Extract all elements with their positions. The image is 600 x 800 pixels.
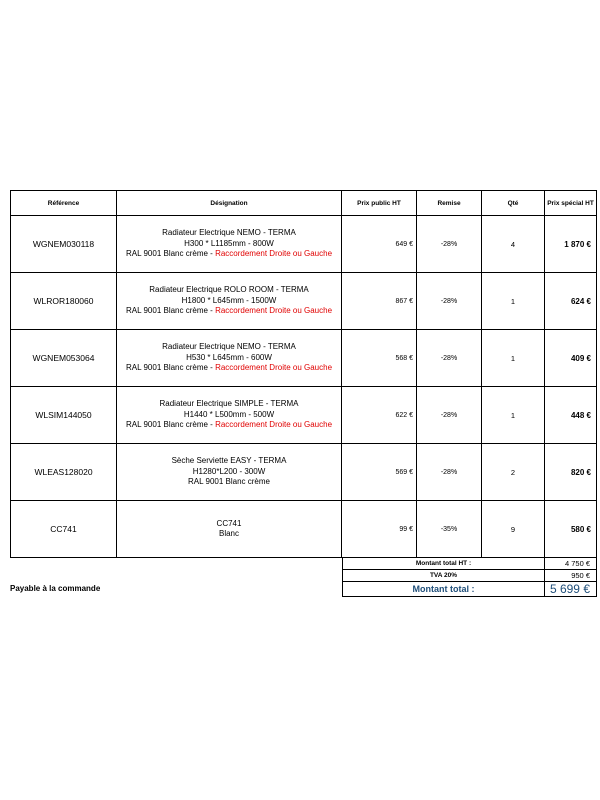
cell-qte: 1 <box>482 387 545 444</box>
designation-line: RAL 9001 Blanc crème - <box>125 420 216 430</box>
table-row <box>11 387 597 444</box>
designation-line: Sèche Serviette EASY - TERMA <box>171 456 287 466</box>
designation-line: RAL 9001 Blanc crème <box>188 477 270 487</box>
designation-line: RAL 9001 Blanc crème - <box>125 363 216 373</box>
cell-designation <box>117 216 342 273</box>
totals-table <box>342 557 597 597</box>
cell-designation <box>117 444 342 501</box>
cell-prix-public: 568 € <box>342 330 417 387</box>
designation-note: Raccordement Droite ou Gauche <box>215 420 333 430</box>
quote-table <box>10 190 597 558</box>
cell-reference: WLROR180060 <box>11 273 117 330</box>
cell-designation <box>117 273 342 330</box>
montant-ht-value: 4 750 € <box>545 558 597 570</box>
table-row <box>11 330 597 387</box>
cell-designation <box>117 501 342 558</box>
cell-prix-special: 820 € <box>545 444 597 501</box>
cell-reference: CC741 <box>11 501 117 558</box>
cell-remise: -28% <box>417 444 482 501</box>
designation-line: H530 * L645mm - 600W <box>186 352 272 362</box>
designation-line: CC741 <box>216 518 242 528</box>
montant-total-label: Montant total : <box>343 582 545 597</box>
designation-line: H300 * L1185mm - 800W <box>184 238 274 248</box>
designation-line: Radiateur Electrique ROLO ROOM - TERMA <box>149 285 309 295</box>
tva-label: TVA 20% <box>343 570 545 582</box>
totals-row-ht <box>343 558 597 570</box>
cell-remise: -28% <box>417 387 482 444</box>
cell-qte: 1 <box>482 273 545 330</box>
cell-reference: WGNEM053064 <box>11 330 117 387</box>
montant-total-value: 5 699 € <box>545 582 597 597</box>
table-row <box>11 216 597 273</box>
designation-line: Radiateur Electrique NEMO - TERMA <box>162 228 296 238</box>
cell-qte: 2 <box>482 444 545 501</box>
header-qte: Qté <box>482 191 545 216</box>
cell-designation <box>117 387 342 444</box>
cell-remise: -35% <box>417 501 482 558</box>
designation-note: Raccordement Droite ou Gauche <box>215 306 333 316</box>
designation-line: Blanc <box>218 529 239 538</box>
designation-line: RAL 9001 Blanc crème - <box>125 249 216 259</box>
cell-prix-public: 99 € <box>342 501 417 558</box>
tva-value: 950 € <box>545 570 597 582</box>
header-remise: Remise <box>417 191 482 216</box>
cell-prix-special: 1 870 € <box>545 216 597 273</box>
cell-reference: WGNEM030118 <box>11 216 117 273</box>
cell-reference: WLSIM144050 <box>11 387 117 444</box>
designation-line: H1440 * L500mm - 500W <box>183 409 275 419</box>
cell-prix-public: 622 € <box>342 387 417 444</box>
cell-prix-special: 580 € <box>545 501 597 558</box>
totals-row-tva <box>343 570 597 582</box>
designation-line: H1800 * L645mm - 1500W <box>181 295 277 305</box>
cell-prix-public: 867 € <box>342 273 417 330</box>
designation-line: Radiateur Electrique SIMPLE - TERMA <box>159 399 299 409</box>
montant-ht-label: Montant total HT : <box>343 558 545 570</box>
header-designation: Désignation <box>117 191 342 216</box>
designation-line: Radiateur Electrique NEMO - TERMA <box>162 342 296 352</box>
cell-remise: -28% <box>417 273 482 330</box>
header-prix-special: Prix spécial HT <box>545 191 597 216</box>
header-prix-public: Prix public HT <box>342 191 417 216</box>
cell-remise: -28% <box>417 216 482 273</box>
designation-note: Raccordement Droite ou Gauche <box>215 363 333 373</box>
table-row <box>11 273 597 330</box>
designation-note: Raccordement Droite ou Gauche <box>215 249 333 259</box>
cell-prix-special: 624 € <box>545 273 597 330</box>
cell-remise: -28% <box>417 330 482 387</box>
header-row <box>11 191 597 216</box>
payable-note: Payable à la commande <box>10 584 101 593</box>
totals-row-grand <box>343 582 597 597</box>
cell-prix-special: 448 € <box>545 387 597 444</box>
header-reference: Référence <box>11 191 117 216</box>
cell-reference: WLEAS128020 <box>11 444 117 501</box>
designation-line: RAL 9001 Blanc crème - <box>125 306 216 316</box>
cell-prix-public: 569 € <box>342 444 417 501</box>
cell-prix-public: 649 € <box>342 216 417 273</box>
table-row <box>11 444 597 501</box>
cell-qte: 4 <box>482 216 545 273</box>
cell-designation <box>117 330 342 387</box>
table-row <box>11 501 597 558</box>
cell-prix-special: 409 € <box>545 330 597 387</box>
designation-line: H1280*L200 - 300W <box>192 466 266 476</box>
cell-qte: 9 <box>482 501 545 558</box>
cell-qte: 1 <box>482 330 545 387</box>
